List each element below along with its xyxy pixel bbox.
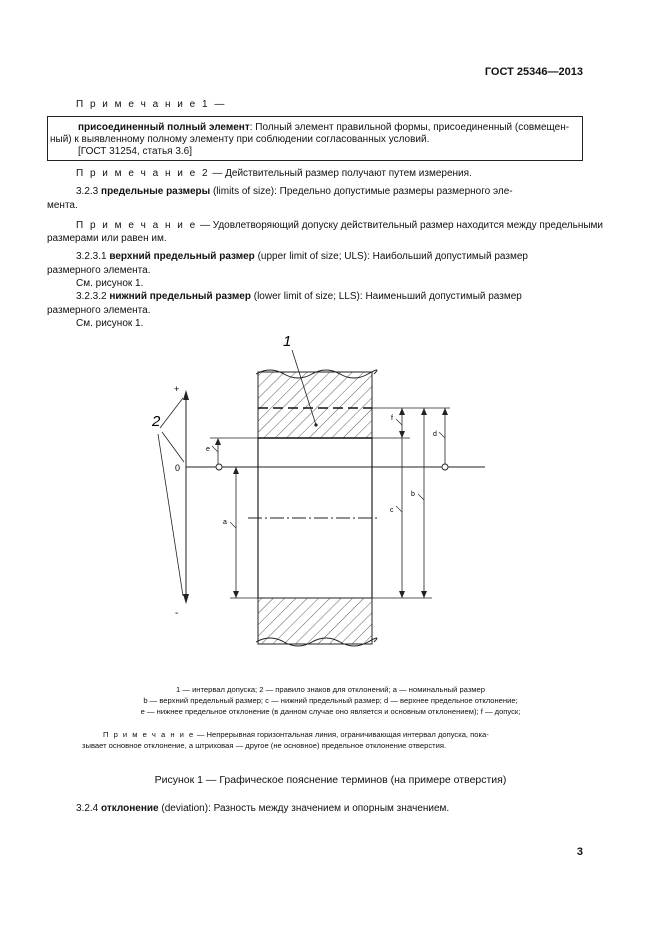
section-3-2-3-1-see: См. рисунок 1.: [76, 278, 144, 289]
label-minus: -: [175, 608, 179, 619]
document-id: ГОСТ 25346—2013: [484, 66, 583, 78]
page-number: 3: [576, 846, 583, 858]
lower-wall-hatch: [258, 598, 372, 644]
dimension-e-leader: [212, 446, 218, 452]
label-f: f: [391, 415, 393, 422]
figure-note-label: П р и м е ч а н и е: [103, 730, 195, 739]
note2-label: П р и м е ч а н и е 2: [76, 168, 210, 179]
label-2-leader-zero: [162, 432, 184, 462]
section-term: отклонение: [101, 803, 159, 814]
label-plus: +: [174, 384, 180, 394]
label-a: a: [223, 519, 227, 526]
dimension-f-leader: [396, 419, 402, 425]
dimension-b-leader: [418, 494, 424, 500]
dimension-c-leader: [396, 506, 402, 512]
label-1-leader-dot: [314, 423, 317, 426]
section-3-2-3-2-line2: размерного элемента.: [47, 305, 151, 316]
note3-text1: — Удовлетворяющий допуску действительный размер находится между предельными: [197, 220, 604, 231]
note2-text: — Действительный размер получают путем измерения.: [209, 168, 472, 179]
figure-note-line1: [103, 729, 489, 740]
section-number: 3.2.3.1: [76, 251, 110, 262]
section-term: верхний предельный размер: [109, 251, 255, 262]
label-d: d: [433, 431, 437, 438]
zero-point-left: [216, 464, 222, 470]
section-term: нижний предельный размер: [109, 291, 251, 302]
label-2-leader-down: [158, 434, 183, 596]
section-number: 3.2.3: [76, 186, 102, 197]
zero-point-right: [442, 464, 448, 470]
legend-line2: b — верхний предельный размер; c — нижний предельный размер; d — верхнее предельное отклонение;: [143, 696, 518, 705]
figure-note-text1: — Непрерывная горизонтальная линия, ограничивающая интервал допуска, пока-: [194, 730, 489, 739]
section-3-2-3-line2: мента.: [47, 200, 78, 211]
figure-note-line2: зывает основное отклонение, а штриховая — другое (не основное) предельное отклонение отверстия.: [82, 741, 447, 750]
section-text: (limits of size): Предельно допустимые размеры размерного эле-: [210, 186, 513, 197]
dimension-d-arrow: [442, 408, 448, 415]
section-number: 3.2.4: [76, 803, 102, 814]
label-1: 1: [283, 333, 292, 350]
upper-wall-hatch: [258, 372, 372, 438]
section-number: 3.2.3.2: [76, 291, 110, 302]
note1-label: П р и м е ч а н и е 1 —: [76, 99, 227, 110]
section-text: (deviation): Разность между значением и опорным значением.: [158, 803, 450, 814]
section-3-2-3-2-see: См. рисунок 1.: [76, 318, 144, 329]
dimension-d-leader: [439, 432, 445, 438]
label-e: e: [206, 446, 210, 453]
label-c: c: [390, 507, 394, 514]
figure-caption: Рисунок 1 — Графическое пояснение терминов (на примере отверстия): [154, 774, 507, 786]
section-3-2-4: [76, 802, 449, 816]
definition-ref: [ГОСТ 31254, статья 3.6]: [78, 146, 193, 157]
section-3-2-3-1-line2: размерного элемента.: [47, 265, 151, 276]
label-zero: 0: [175, 463, 181, 473]
definition-term: присоединенный полный элемент: [78, 122, 250, 133]
dimension-c-arrow: [399, 591, 405, 598]
dimension-a-leader: [230, 522, 236, 528]
dimension-e-arrow: [215, 438, 221, 445]
note3-line2: размерами или равен им.: [47, 233, 167, 244]
label-2-leader-up: [160, 398, 183, 428]
definition-text1: : Полный элемент правильной формы, присоединенный (совмещен-: [249, 122, 570, 133]
label-2: 2: [152, 413, 161, 430]
section-text: (lower limit of size; LLS): Наименьший допустимый размер: [250, 291, 522, 302]
section-text: (upper limit of size; ULS): Наибольший допустимый размер: [254, 251, 528, 262]
legend-line1: 1 — интервал допуска; 2 — правило знаков для отклонений; a — номинальный размер: [176, 685, 485, 694]
legend-line3: e — нижнее предельное отклонение (в данном случае оно является и основным отклонением); f — допуск;: [140, 707, 521, 716]
section-term: предельные размеры: [101, 186, 211, 197]
label-b: b: [411, 491, 415, 498]
note3-label: П р и м е ч а н и е: [76, 220, 198, 231]
definition-text2: ный) к выявленному полному элементу при соблюдении согласованных условий.: [50, 134, 430, 145]
